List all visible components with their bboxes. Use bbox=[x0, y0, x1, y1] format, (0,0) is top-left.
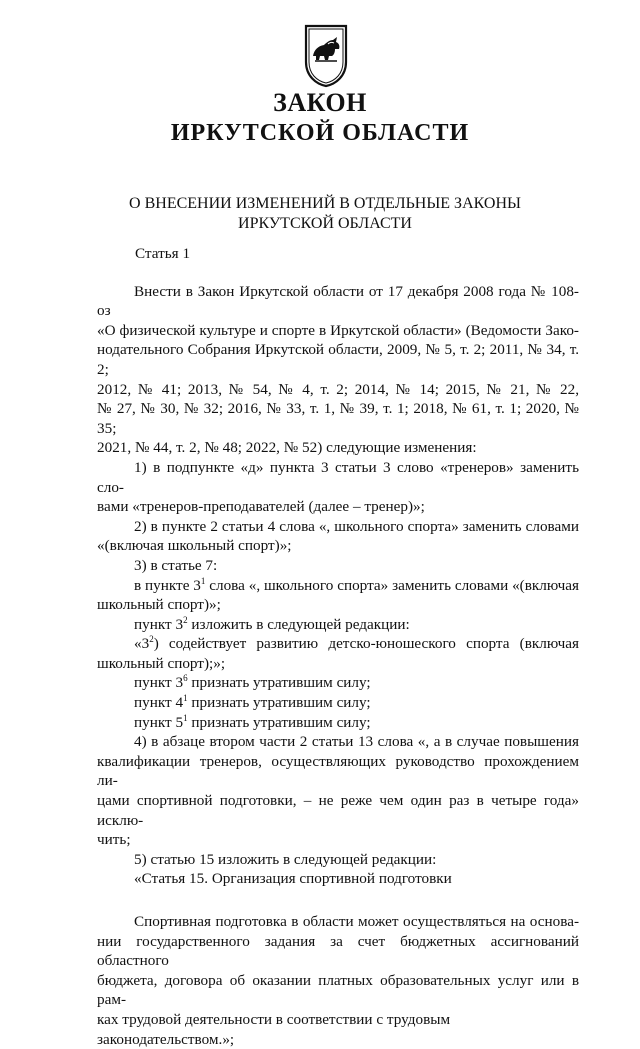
final-paragraph-line: бюджета, договора об оказании платных образовательных услуг или в рам- bbox=[97, 971, 579, 1009]
item-5-quote-heading: «Статья 15. Организация спортивной подготовки bbox=[134, 870, 452, 888]
intro-line: № 27, № 30, № 32; 2016, № 33, т. 1, № 39, т. 1; 2018, № 61, т. 1; 2020, № 35; bbox=[97, 400, 579, 437]
document-title-line-2: ИРКУТСКОЙ ОБЛАСТИ bbox=[170, 120, 470, 146]
item-4-line: квалификации тренеров, осуществляющих руководство прохождением ли- bbox=[97, 752, 579, 790]
intro-line: 2012, № 41; 2013, № 54, № 4, т. 2; 2014, № 14; 2015, № 21, № 22, bbox=[97, 380, 579, 398]
item-1-line: 1) в подпункте «д» пункта 3 статьи 3 слово «тренеров» заменить сло- bbox=[97, 458, 579, 496]
item-2-line: «(включая школьный спорт)»; bbox=[97, 537, 292, 555]
final-paragraph-line: ках трудовой деятельности в соответствии с трудовым законодательством.»; bbox=[97, 1010, 451, 1048]
final-paragraph-line: нии государственного задания за счет бюджетных ассигнований областного bbox=[97, 932, 579, 970]
item-5-line: 5) статью 15 изложить в следующей редакции: bbox=[134, 850, 437, 868]
item-3-e: пункт $4^1$ признать утратившим силу; bbox=[134, 693, 371, 712]
item-1-line: вами «тренеров-преподавателей (далее – тренер)»; bbox=[97, 498, 425, 516]
document-subtitle bbox=[0, 194, 640, 234]
item-3-heading: 3) в статье 7: bbox=[134, 556, 218, 574]
intro-line: нодательного Собрания Иркутской области, 2009, № 5, т. 2; 2011, № 34, т. 2; bbox=[97, 341, 579, 378]
article-heading: Статья 1 bbox=[135, 245, 191, 262]
item-3-b: пункт $3^2$ изложить в следующей редакции: bbox=[134, 614, 410, 633]
document-title-line-1: ЗАКОН bbox=[273, 88, 367, 117]
item-3-f: пункт $5^1$ признать утратившим силу; bbox=[134, 712, 371, 731]
item-2-line: 2) в пункте 2 статьи 4 слова «, школьного спорта» заменить словами bbox=[134, 517, 579, 535]
subtitle-line-1: О ВНЕСЕНИИ ИЗМЕНЕНИЙ В ОТДЕЛЬНЫЕ ЗАКОНЫ bbox=[129, 195, 521, 212]
item-3-c: «$3^2$) содействует развитию детско-юношеского спорта (включая bbox=[134, 634, 579, 653]
item-3-d: пункт $3^6$ признать утратившим силу; bbox=[134, 673, 371, 692]
irkutsk-coat-of-arms-icon bbox=[302, 22, 350, 88]
item-4-line: 4) в абзаце втором части 2 статьи 13 слова «, а в случае повышения bbox=[134, 733, 579, 751]
document-body bbox=[97, 244, 579, 1049]
item-4-line: цами спортивной подготовки, – не реже чем один раз в четыре года» исклю- bbox=[97, 792, 579, 829]
paragraph-gap bbox=[97, 889, 579, 912]
item-3-a: в пункте $3^1$ слова «, школьного спорта» заменить словами «(включая bbox=[134, 575, 579, 594]
final-paragraph-line: Спортивная подготовка в области может осуществляться на основа- bbox=[134, 913, 579, 930]
intro-line: 2021, № 44, т. 2, № 48; 2022, № 52) следующие изменения: bbox=[97, 439, 477, 457]
item-3-a-line-2: школьный спорт)»; bbox=[97, 596, 221, 614]
item-3-c-line-2: школьный спорт);»; bbox=[97, 654, 226, 672]
subtitle-line-2: ИРКУТСКОЙ ОБЛАСТИ bbox=[238, 215, 412, 232]
item-4-line: чить; bbox=[97, 831, 131, 849]
intro-line: «О физической культуре и спорте в Иркутской области» (Ведомости Зако- bbox=[97, 321, 579, 339]
intro-line: Внести в Закон Иркутской области от 17 декабря 2008 года № 108-оз bbox=[97, 282, 579, 320]
